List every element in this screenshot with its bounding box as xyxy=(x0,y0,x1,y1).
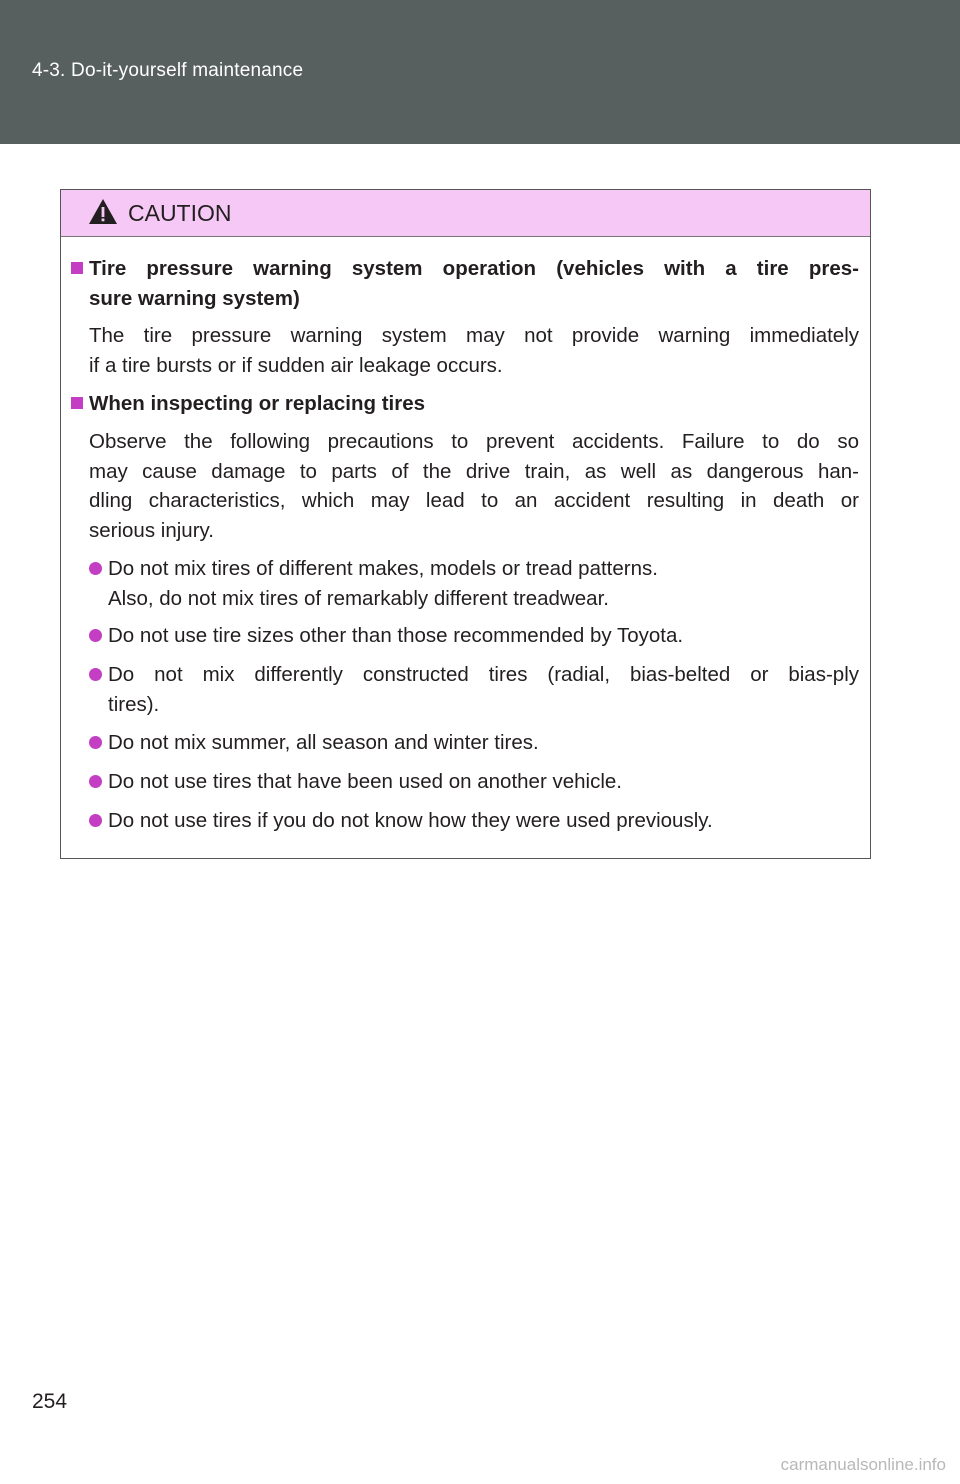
square-bullet-icon xyxy=(71,397,83,409)
circle-bullet-icon xyxy=(89,814,102,827)
circle-bullet-icon xyxy=(89,629,102,642)
caution-box xyxy=(60,189,871,859)
section-heading-inspecting: When inspecting or replacing tires xyxy=(89,389,859,419)
list-item: Do not use tire sizes other than those recommended by Toyota. xyxy=(108,621,859,651)
section-title: 4-3. Do-it-yourself maintenance xyxy=(32,60,304,81)
watermark: carmanualsonline.info xyxy=(780,1455,946,1474)
list-item: Do not use tires if you do not know how they were used previously. xyxy=(108,806,859,836)
caution-header xyxy=(61,190,870,237)
circle-bullet-icon xyxy=(89,736,102,749)
list-item: Do not mix tires of different makes, models or tread patterns. Also, do not mix tires of remarkably different treadwear. xyxy=(108,554,859,613)
list-item: Do not use tires that have been used on another vehicle. xyxy=(108,767,859,797)
circle-bullet-icon xyxy=(89,562,102,575)
warning-triangle-icon xyxy=(88,198,118,225)
section-heading-tpws: Tire pressure warning system operation (vehicles with a tire pres- sure warning system) xyxy=(89,254,859,313)
square-bullet-icon xyxy=(71,262,83,274)
page-header xyxy=(0,0,960,144)
circle-bullet-icon xyxy=(89,775,102,788)
paragraph-tpws: The tire pressure warning system may not provide warning immediately if a tire bursts or if sudden air leakage occurs. xyxy=(89,324,859,377)
paragraph-inspecting: Observe the following precautions to prevent accidents. Failure to do so may cause damage to parts of the drive train, as well as dangerous han- dling characteristics, which may lead to an accident resulting in death or serious injury. xyxy=(89,430,859,542)
list-item: Do not mix differently constructed tires (radial, bias-belted or bias-ply tires). xyxy=(108,660,859,719)
list-item: Do not mix summer, all season and winter tires. xyxy=(108,728,859,758)
page-number: 254 xyxy=(32,1390,68,1413)
caution-title: CAUTION xyxy=(128,200,232,226)
circle-bullet-icon xyxy=(89,668,102,681)
